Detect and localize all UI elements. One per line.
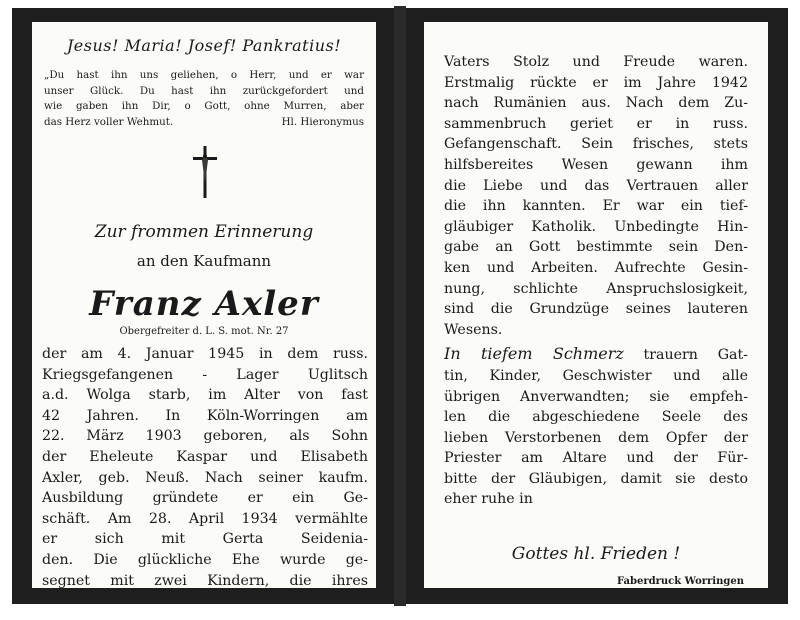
text-line: Gefangenschaft. Sein frisches, stets <box>444 136 748 153</box>
text-line: der am 4. Januar 1945 in dem russ. <box>42 346 368 362</box>
text-line: der Eheleute Kaspar und Elisabeth <box>42 448 368 465</box>
text-line: er sich mit Gerta Seidenia- <box>42 531 368 548</box>
occupation-line: an den Kaufmann <box>136 252 272 270</box>
text-line: gabe an Gott bestimmte sein Den- <box>444 239 748 256</box>
text-line: tin, Kinder, Geschwister und alle <box>444 367 748 384</box>
invocation-line: Jesus! Maria! Josef! Pankratius! <box>66 36 342 55</box>
text-line: schäft. Am 28. April 1934 vermählte <box>42 510 368 527</box>
biography-part-2 <box>444 52 748 510</box>
sorrow-rest: trauern Gat- <box>643 347 748 364</box>
text-line: Ausbildung gründete er ein Ge- <box>42 490 368 507</box>
text-line: Erstmalig rückte er im Jahre 1942 <box>444 74 748 91</box>
card-fold <box>394 6 406 606</box>
text-line: 42 Jahren. In Köln-Worringen am <box>42 407 368 424</box>
sorrow-phrase: In tiefem Schmerz <box>444 344 624 364</box>
text-line: nach Rumänien aus. Nach dem Zu- <box>444 95 748 112</box>
military-rank: Obergefreiter d. L. S. mot. Nr. 27 <box>119 326 289 337</box>
text-line: gläubiger Katholik. Unbedingte Hin- <box>444 218 748 235</box>
quote-line: „Du hast ihn uns geliehen, o Herr, und er war <box>44 69 364 81</box>
text-line: Kriegsgefangenen - Lager Uglitsch <box>42 366 368 383</box>
memorial-heading: Zur frommen Erinnerung <box>94 222 314 242</box>
scripture-quote <box>44 68 364 130</box>
text-line: 22. März 1903 geboren, als Sohn <box>42 428 368 445</box>
text-line: übrigen Anverwandten; sie empfeh- <box>444 388 748 405</box>
closing-blessing: Gottes hl. Frieden ! <box>511 544 681 564</box>
text-line: ken und Arbeiten. Aufrechte Gesin- <box>444 259 748 276</box>
text-line: lieben Verstorbenen dem Opfer der <box>444 429 748 446</box>
text-line: segnet mit zwei Kindern, die ihres <box>42 572 368 589</box>
quote-line: unser Glück. Du hast ihn zurückgefordert und <box>44 84 364 97</box>
biography-part-1 <box>42 344 368 591</box>
left-page <box>32 22 376 588</box>
text-line: Vaters Stolz und Freude waren. <box>444 54 748 70</box>
right-page-border <box>406 8 788 604</box>
text-line: Wesens. <box>444 321 503 338</box>
quote-line: wie gaben ihn Dir, o Gott, ohne Murren, aber <box>44 100 364 112</box>
text-line: sind die Grundzüge seines lauteren <box>444 301 748 318</box>
text-line: sammenbruch geriet er in russ. <box>444 115 748 132</box>
text-line: bitte der Gläubigen, damit sie desto <box>444 470 748 487</box>
quote-line-last <box>44 115 364 131</box>
text-line: Priester am Altare und der Für- <box>444 450 748 467</box>
left-page-border <box>12 8 394 604</box>
quote-last-text: das Herz voller Wehmut. <box>44 115 174 128</box>
sorrow-line <box>444 344 748 366</box>
text-line: die ihn kannten. Er war ein tief- <box>444 198 748 215</box>
text-line: nung, schlichte Anspruchslosigkeit, <box>444 280 748 297</box>
right-page <box>424 22 768 588</box>
crucifix-icon <box>193 146 217 198</box>
text-line: Axler, geb. Neuß. Nach seiner kaufm. <box>42 469 368 486</box>
text-line: a.d. Wolga starb, im Alter von fast <box>42 387 368 404</box>
printer-credit: Faberdruck Worringen <box>616 576 744 587</box>
text-line: die Liebe und das Vertrauen aller <box>444 177 748 194</box>
text-line: eher ruhe in <box>444 491 533 508</box>
text-line: hilfsbereites Wesen gewann ihm <box>444 156 748 173</box>
quote-author: Hl. Hieronymus <box>281 115 364 128</box>
deceased-name: Franz Axler <box>89 284 319 324</box>
text-line: den. Die glückliche Ehe wurde ge- <box>42 551 368 568</box>
text-line: len die abgeschiedene Seele des <box>444 409 748 426</box>
